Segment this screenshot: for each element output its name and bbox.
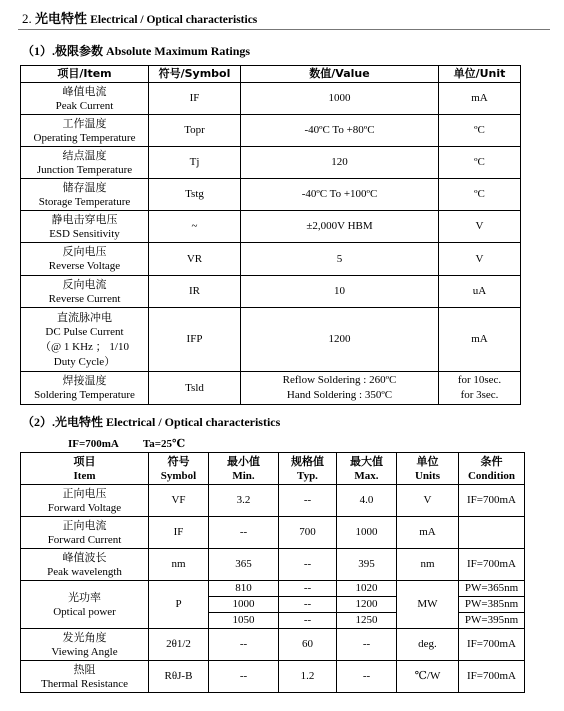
- value-cell: 1200: [241, 308, 439, 372]
- item-cn: 反向电流: [62, 277, 107, 291]
- table-row: [21, 485, 525, 517]
- item-en: Peak Current: [55, 99, 114, 112]
- unit-cell: ºC: [439, 147, 521, 179]
- eo-heading-en: Electrical / Optical characteristics: [106, 415, 281, 429]
- symbol-cell: ~: [149, 211, 241, 243]
- item-en: Forward Voltage: [47, 501, 122, 514]
- min-cell: --: [209, 629, 279, 661]
- unit-cell: V: [397, 485, 459, 517]
- item-en: ESD Sensitivity: [49, 227, 120, 240]
- value-cell: 5: [241, 243, 439, 276]
- min-cell: --: [209, 517, 279, 549]
- condition-cell: [459, 517, 525, 549]
- item-cn: 结点温度: [62, 148, 107, 162]
- section-title: [22, 8, 257, 27]
- table-header-row: [21, 453, 525, 485]
- item-en: Peak wavelength: [47, 565, 122, 578]
- item-cn: 正向电压: [62, 486, 107, 500]
- item-en: Soldering Temperature: [34, 389, 135, 401]
- table-row: [21, 629, 525, 661]
- section-divider: [18, 29, 550, 30]
- typ-cell: 1.2: [279, 661, 337, 693]
- max-cell: 1000: [337, 517, 397, 549]
- header-symbol: 符号 Symbol: [149, 453, 209, 485]
- symbol-cell: Tsld: [149, 372, 241, 405]
- item-cn: 正向电流: [62, 518, 107, 532]
- eo-heading: [22, 413, 280, 430]
- unit-cell: nm: [397, 549, 459, 581]
- table-row: [21, 179, 521, 211]
- unit-hand: for 3sec.: [460, 389, 499, 401]
- item-cn: 峰值波长: [62, 550, 107, 564]
- typ-cell: --: [279, 597, 337, 613]
- max-cell: 395: [337, 549, 397, 581]
- item-en: Storage Temperature: [38, 195, 131, 208]
- header-max: 最大值 Max.: [337, 453, 397, 485]
- item-en: Thermal Resistance: [40, 677, 129, 690]
- absolute-max-ratings-table: [20, 65, 521, 405]
- unit-cell: MW: [397, 581, 459, 629]
- max-cell: 1020: [337, 581, 397, 597]
- max-cell: --: [337, 661, 397, 693]
- item-en: Operating Temperature: [33, 131, 136, 144]
- amr-heading-en: Absolute Maximum Ratings: [106, 44, 251, 58]
- symbol-cell: Topr: [149, 115, 241, 147]
- min-cell: 810: [209, 581, 279, 597]
- value-reflow: Reflow Soldering : 260ºC: [282, 374, 397, 386]
- value-cell: ±2,000V HBM: [241, 211, 439, 243]
- unit-cell: ℃/W: [397, 661, 459, 693]
- header-condition: 条件 Condition: [459, 453, 525, 485]
- eo-heading-cn: 光电特性: [55, 415, 104, 429]
- table-header-row: [21, 66, 521, 83]
- header-units: 单位 Units: [397, 453, 459, 485]
- item-en-condition: （@ 1 KHz ； 1/10: [40, 340, 129, 353]
- symbol-cell: IR: [149, 276, 241, 308]
- header-value: 数值/Value: [241, 66, 439, 83]
- item-en: Reverse Voltage: [48, 260, 121, 272]
- typ-cell: --: [279, 613, 337, 629]
- item-en-duty: Duty Cycle）: [53, 355, 116, 368]
- unit-cell: ºC: [439, 179, 521, 211]
- min-cell: 3.2: [209, 485, 279, 517]
- unit-cell: V: [439, 243, 521, 276]
- symbol-cell: IFP: [149, 308, 241, 372]
- test-condition-ta: Ta=25℃: [142, 438, 186, 450]
- header-item: 项目/Item: [21, 66, 149, 83]
- table-row-optical: [21, 581, 525, 597]
- item-cn: 热阻: [73, 662, 96, 676]
- item-cn: 直流脉冲电: [57, 310, 112, 324]
- value-cell: 120: [241, 147, 439, 179]
- symbol-cell: Tstg: [149, 179, 241, 211]
- item-en: DC Pulse Current: [45, 325, 124, 338]
- symbol-cell: IF: [149, 83, 241, 115]
- item-en: Optical power: [53, 605, 116, 618]
- header-symbol: 符号/Symbol: [149, 66, 241, 83]
- amr-heading-num: （1）.: [22, 44, 56, 58]
- table-row: [21, 211, 521, 243]
- item-en: Reverse Current: [48, 292, 121, 305]
- symbol-cell: IF: [149, 517, 209, 549]
- table-row: [21, 661, 525, 693]
- unit-cell: V: [439, 211, 521, 243]
- item-cn: 焊接温度: [62, 374, 107, 387]
- typ-cell: --: [279, 485, 337, 517]
- item-en: Forward Current: [47, 533, 122, 546]
- max-cell: 4.0: [337, 485, 397, 517]
- table-row: [21, 276, 521, 308]
- value-hand: Hand Soldering : 350ºC: [286, 389, 393, 401]
- item-cn: 峰值电流: [62, 84, 107, 98]
- table-row-solder: [21, 372, 521, 405]
- unit-cell: deg.: [397, 629, 459, 661]
- min-cell: 1000: [209, 597, 279, 613]
- table-row: [21, 147, 521, 179]
- header-typ: 规格值 Typ.: [279, 453, 337, 485]
- test-condition-if: IF=700mA: [68, 438, 119, 450]
- item-cn: 反向电压: [62, 245, 107, 258]
- table-row: [21, 517, 525, 549]
- symbol-cell: nm: [149, 549, 209, 581]
- condition-cell: IF=700mA: [459, 485, 525, 517]
- table-row: [21, 83, 521, 115]
- test-conditions: [68, 437, 209, 450]
- symbol-cell: RθJ-B: [149, 661, 209, 693]
- item-cn: 光功率: [68, 590, 101, 604]
- value-cell: -40ºC To +80ºC: [241, 115, 439, 147]
- header-unit: 单位/Unit: [439, 66, 521, 83]
- condition-cell: IF=700mA: [459, 661, 525, 693]
- condition-cell: PW=365nm: [459, 581, 525, 597]
- unit-cell: ºC: [439, 115, 521, 147]
- max-cell: 1200: [337, 597, 397, 613]
- section-title-en: Electrical / Optical characteristics: [90, 14, 258, 26]
- symbol-cell: P: [149, 581, 209, 629]
- item-cn: 工作温度: [62, 116, 107, 130]
- item-cn: 发光角度: [62, 630, 107, 644]
- header-min: 最小值 Min.: [209, 453, 279, 485]
- condition-cell: PW=385nm: [459, 597, 525, 613]
- unit-cell: mA: [439, 308, 521, 372]
- section-number: 2.: [22, 11, 32, 26]
- condition-cell: IF=700mA: [459, 549, 525, 581]
- min-cell: 365: [209, 549, 279, 581]
- symbol-cell: 2θ1/2: [149, 629, 209, 661]
- value-cell: 1000: [241, 83, 439, 115]
- condition-cell: IF=700mA: [459, 629, 525, 661]
- amr-heading-cn: 极限参数: [55, 44, 104, 58]
- item-cn: 储存温度: [62, 180, 107, 194]
- symbol-cell: Tj: [149, 147, 241, 179]
- condition-cell: PW=395nm: [459, 613, 525, 629]
- header-item: 项目 Item: [21, 453, 149, 485]
- unit-cell: mA: [439, 83, 521, 115]
- typ-cell: --: [279, 581, 337, 597]
- amr-heading: [22, 42, 250, 59]
- electrical-optical-table: [20, 452, 525, 693]
- symbol-cell: VR: [149, 243, 241, 276]
- max-cell: 1250: [337, 613, 397, 629]
- typ-cell: 700: [279, 517, 337, 549]
- item-en: Junction Temperature: [36, 163, 133, 176]
- unit-reflow: for 10sec.: [457, 374, 502, 386]
- typ-cell: --: [279, 549, 337, 581]
- section-title-cn: 光电特性: [35, 12, 88, 27]
- value-cell: -40ºC To +100ºC: [241, 179, 439, 211]
- value-cell: 10: [241, 276, 439, 308]
- max-cell: --: [337, 629, 397, 661]
- table-row-pulse: [21, 308, 521, 372]
- symbol-cell: VF: [149, 485, 209, 517]
- item-en: Viewing Angle: [51, 645, 118, 658]
- typ-cell: 60: [279, 629, 337, 661]
- item-cn: 静电击穿电压: [51, 212, 118, 226]
- table-row: [21, 115, 521, 147]
- unit-cell: mA: [397, 517, 459, 549]
- eo-heading-num: （2）.: [22, 415, 56, 429]
- table-row: [21, 549, 525, 581]
- table-row: [21, 243, 521, 276]
- unit-cell: uA: [439, 276, 521, 308]
- min-cell: 1050: [209, 613, 279, 629]
- min-cell: --: [209, 661, 279, 693]
